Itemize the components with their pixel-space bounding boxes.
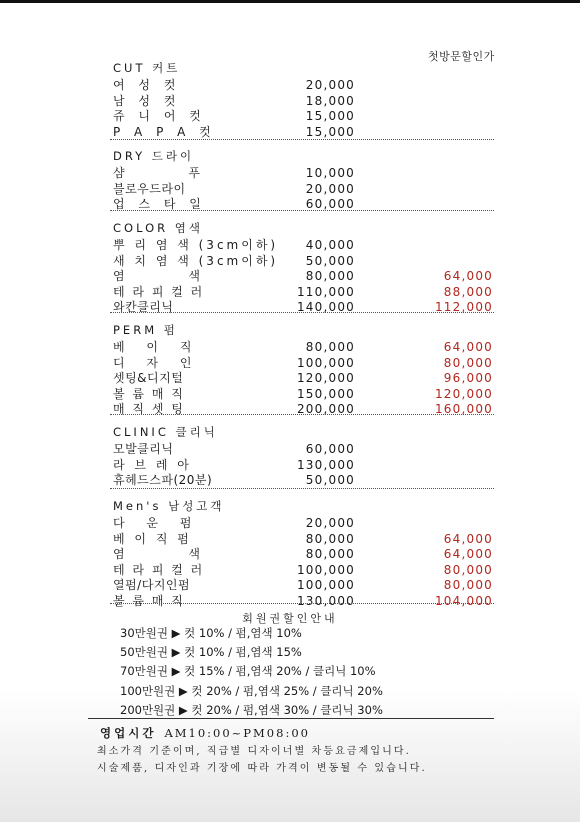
discount-price: 160,000 <box>434 402 493 416</box>
price-row <box>113 94 493 110</box>
regular-price: 20,000 <box>305 516 355 530</box>
discount-price: 112,000 <box>434 300 493 314</box>
service-name: 휴헤드스파(20분) <box>113 473 213 487</box>
regular-price: 15,000 <box>305 124 355 139</box>
section-title: CUT 커트 <box>113 61 181 75</box>
price-row <box>113 78 493 94</box>
price-row <box>113 387 493 403</box>
business-hours-time: AM10:00~PM08:00 <box>164 726 310 740</box>
discount-price: 64,000 <box>443 531 493 546</box>
discount-price: 104,000 <box>434 593 493 608</box>
regular-price: 80,000 <box>305 547 355 561</box>
regular-price: 120,000 <box>296 371 355 385</box>
membership-item: 70만원권 ▶ 컷 15% / 펌,염색 20% / 클리닉 10% <box>120 664 376 679</box>
membership-item: 30만원권 ▶ 컷 10% / 펌,염색 10% <box>120 626 302 640</box>
discount-price: 64,000 <box>443 547 493 561</box>
section-title: PERM 펌 <box>113 323 178 337</box>
price-row <box>113 125 493 141</box>
section-mens <box>113 498 493 609</box>
section-divider <box>110 210 494 211</box>
section-title: Men's 남성고객 <box>113 499 225 513</box>
first-visit-discount-header: 첫방문할인가 <box>428 50 495 63</box>
regular-price: 20,000 <box>305 181 355 196</box>
pricing-note: 시술제품, 디자인과 기장에 따라 가격이 변동될 수 있습니다. <box>97 763 427 774</box>
section-title: DRY 드라이 <box>113 149 195 163</box>
regular-price: 80,000 <box>305 269 355 283</box>
price-row <box>113 563 493 579</box>
footer-divider <box>88 718 494 719</box>
price-row <box>113 182 493 198</box>
pricing-note: 최소가격 기준이며, 직급별 디자이너별 차등요금제입니다. <box>97 746 411 757</box>
service-name: 쥬 니 어 컷 <box>113 109 206 123</box>
section-divider <box>110 488 494 489</box>
discount-price: 80,000 <box>443 562 493 577</box>
service-name: 베 이 직 펌 <box>113 531 192 546</box>
discount-price: 96,000 <box>443 371 493 385</box>
regular-price: 100,000 <box>296 355 355 370</box>
price-row <box>113 402 493 418</box>
service-name: P A P A 컷 <box>113 124 216 139</box>
service-name: 남 성 컷 <box>113 93 181 108</box>
price-row <box>113 442 493 458</box>
regular-price: 200,000 <box>296 402 355 416</box>
section-divider <box>110 139 494 140</box>
membership-title: 회원권할인안내 <box>242 612 338 625</box>
price-row <box>113 578 493 594</box>
price-row <box>113 594 493 610</box>
regular-price: 80,000 <box>305 531 355 546</box>
price-row <box>113 516 493 532</box>
price-row <box>113 547 493 563</box>
membership-item: 100만원권 ▶ 컷 20% / 펌,염색 25% / 클리닉 20% <box>120 683 383 698</box>
business-hours <box>100 725 310 741</box>
service-name: 열펌/다지인펌 <box>113 578 191 592</box>
regular-price: 40,000 <box>305 238 355 252</box>
service-name: 베 이 직 <box>113 340 201 354</box>
service-name: 염 색 <box>113 269 230 283</box>
price-row <box>113 285 493 301</box>
section-divider <box>110 603 494 604</box>
price-row <box>113 269 493 285</box>
regular-price: 18,000 <box>305 93 355 108</box>
price-row <box>113 458 493 474</box>
discount-price: 80,000 <box>443 578 493 592</box>
price-row <box>113 166 493 182</box>
service-name: 디 자 인 <box>113 355 201 370</box>
price-row <box>113 109 493 125</box>
service-name: 모발클리닉 <box>113 442 174 456</box>
regular-price: 150,000 <box>296 386 355 401</box>
regular-price: 140,000 <box>296 300 355 314</box>
regular-price: 110,000 <box>296 284 355 299</box>
service-name: 새 치 염 색 (3cm이하) <box>113 253 279 268</box>
service-name: 여 성 컷 <box>113 78 181 92</box>
section-divider <box>110 312 494 313</box>
section-divider <box>110 414 494 415</box>
price-row <box>113 238 493 254</box>
section-perm <box>113 322 493 418</box>
membership-item: 50만원권 ▶ 컷 10% / 펌,염색 15% <box>120 645 302 660</box>
service-name: 다 운 펌 <box>113 516 201 530</box>
discount-price: 64,000 <box>443 340 493 354</box>
regular-price: 60,000 <box>305 442 355 456</box>
section-cut <box>113 60 493 140</box>
top-border <box>0 0 580 3</box>
discount-price: 120,000 <box>434 386 493 401</box>
regular-price: 20,000 <box>305 78 355 92</box>
price-row <box>113 532 493 548</box>
section-color <box>113 220 493 316</box>
service-name: 와칸클리닉 <box>113 300 174 314</box>
discount-price: 64,000 <box>443 269 493 283</box>
service-name: 볼 륨 매 직 <box>113 386 185 401</box>
service-name: 테 라 피 컬 러 <box>113 284 205 299</box>
section-dry <box>113 148 493 213</box>
membership-item: 200만원권 ▶ 컷 20% / 펌,염색 30% / 클리닉 30% <box>120 702 383 717</box>
service-name: 테 라 피 컬 러 <box>113 562 205 577</box>
price-row <box>113 300 493 316</box>
regular-price: 50,000 <box>305 253 355 268</box>
section-clinic <box>113 424 493 489</box>
regular-price: 10,000 <box>305 166 355 180</box>
discount-price: 88,000 <box>443 284 493 299</box>
price-row <box>113 473 493 489</box>
business-hours-label: 영업시간 <box>100 726 157 740</box>
price-row <box>113 371 493 387</box>
section-title: CLINIC 클리닉 <box>113 425 218 439</box>
regular-price: 100,000 <box>296 578 355 592</box>
regular-price: 80,000 <box>305 340 355 354</box>
membership-list <box>120 624 383 720</box>
regular-price: 50,000 <box>305 473 355 487</box>
regular-price: 15,000 <box>305 109 355 123</box>
price-row <box>113 356 493 372</box>
section-title: COLOR 염색 <box>113 221 203 235</box>
price-row <box>113 340 493 356</box>
service-name: 업 스 타 일 <box>113 197 206 211</box>
service-name: 샴 푸 <box>113 166 230 180</box>
service-name: 블로우드라이 <box>113 181 186 196</box>
price-row <box>113 254 493 270</box>
service-name: 셋팅&디지털 <box>113 371 184 385</box>
service-name: 볼 륨 매 직 <box>113 593 185 608</box>
regular-price: 130,000 <box>296 457 355 472</box>
service-name: 뿌 리 염 색 (3cm이하) <box>113 238 279 252</box>
regular-price: 130,000 <box>296 593 355 608</box>
regular-price: 60,000 <box>305 197 355 211</box>
service-name: 라 브 레 아 <box>113 457 192 472</box>
service-name: 염 색 <box>113 547 230 561</box>
discount-price: 80,000 <box>443 355 493 370</box>
regular-price: 100,000 <box>296 562 355 577</box>
service-name: 매 직 셋 팅 <box>113 402 185 416</box>
